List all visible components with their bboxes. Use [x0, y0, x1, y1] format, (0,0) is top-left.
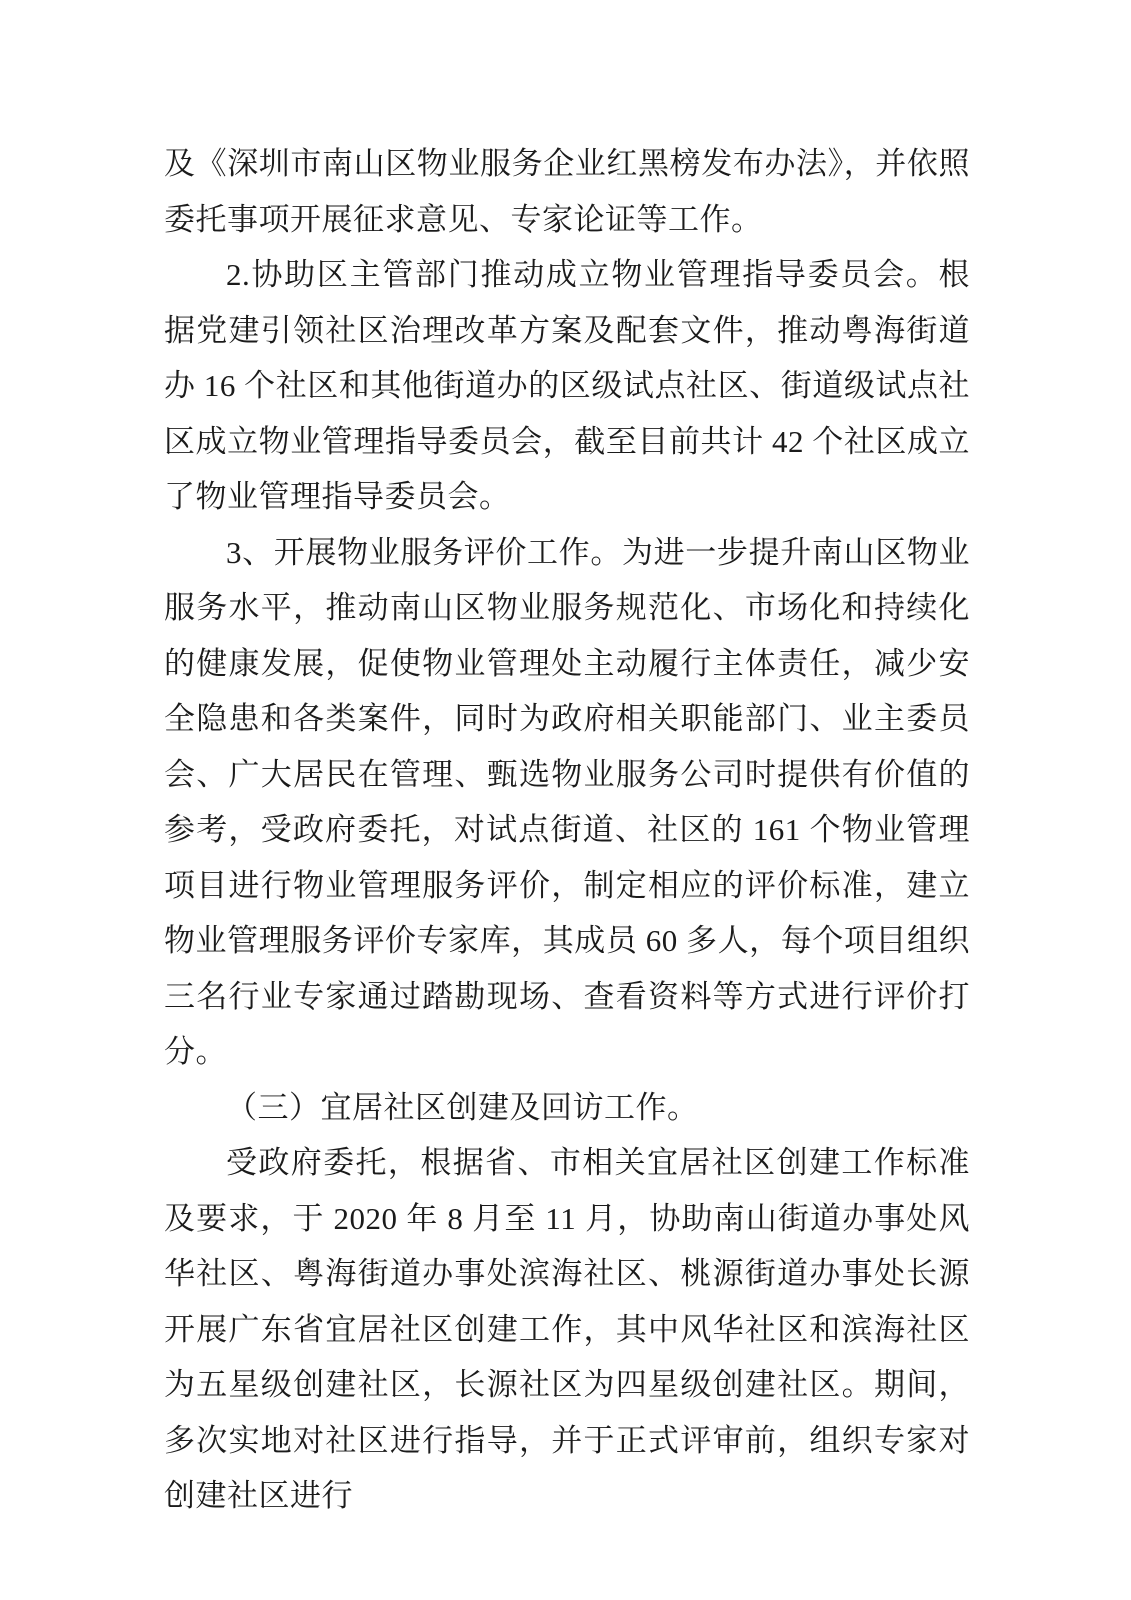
paragraph-continuation: 及《深圳市南山区物业服务企业红黑榜发布办法》，并依照委托事项开展征求意见、专家论证等工作。: [164, 146, 970, 237]
paragraph-livable-community: 受政府委托，根据省、市相关宜居社区创建工作标准及要求，于 2020 年 8 月至 11 月，协助南山街道办事处风华社区、粤海街道办事处滨海社区、桃源街道办事处长源开展广东省宜居社区创建工作，其中风华社区和滨海社区为五星级创建社区，长源社区为四星级创建社区。期间，多次实地对社区进行指导，并于正式评审前，组织专家对创建社区进行: [164, 1145, 970, 1513]
document-text-block: [164, 136, 970, 1524]
paragraph-item-2: 2.协助区主管部门推动成立物业管理指导委员会。根据党建引领社区治理改革方案及配套文件，推动粤海街道办 16 个社区和其他街道办的区级试点社区、街道级试点社区成立物业管理指导委员会，截至目前共计 42 个社区成立了物业管理指导委员会。: [164, 257, 970, 514]
paragraph-item-3: 3、开展物业服务评价工作。为进一步提升南山区物业服务水平，推动南山区物业服务规范化、市场化和持续化的健康发展，促使物业管理处主动履行主体责任，减少安全隐患和各类案件，同时为政府相关职能部门、业主委员会、广大居民在管理、甄选物业服务公司时提供有价值的参考，受政府委托，对试点街道、社区的 161 个物业管理项目进行物业管理服务评价，制定相应的评价标准，建立物业管理服务评价专家库，其成员 60 多人，每个项目组织三名行业专家通过踏勘现场、查看资料等方式进行评价打分。: [164, 534, 970, 1069]
section-heading-three: （三）宜居社区创建及回访工作。: [226, 1089, 699, 1125]
